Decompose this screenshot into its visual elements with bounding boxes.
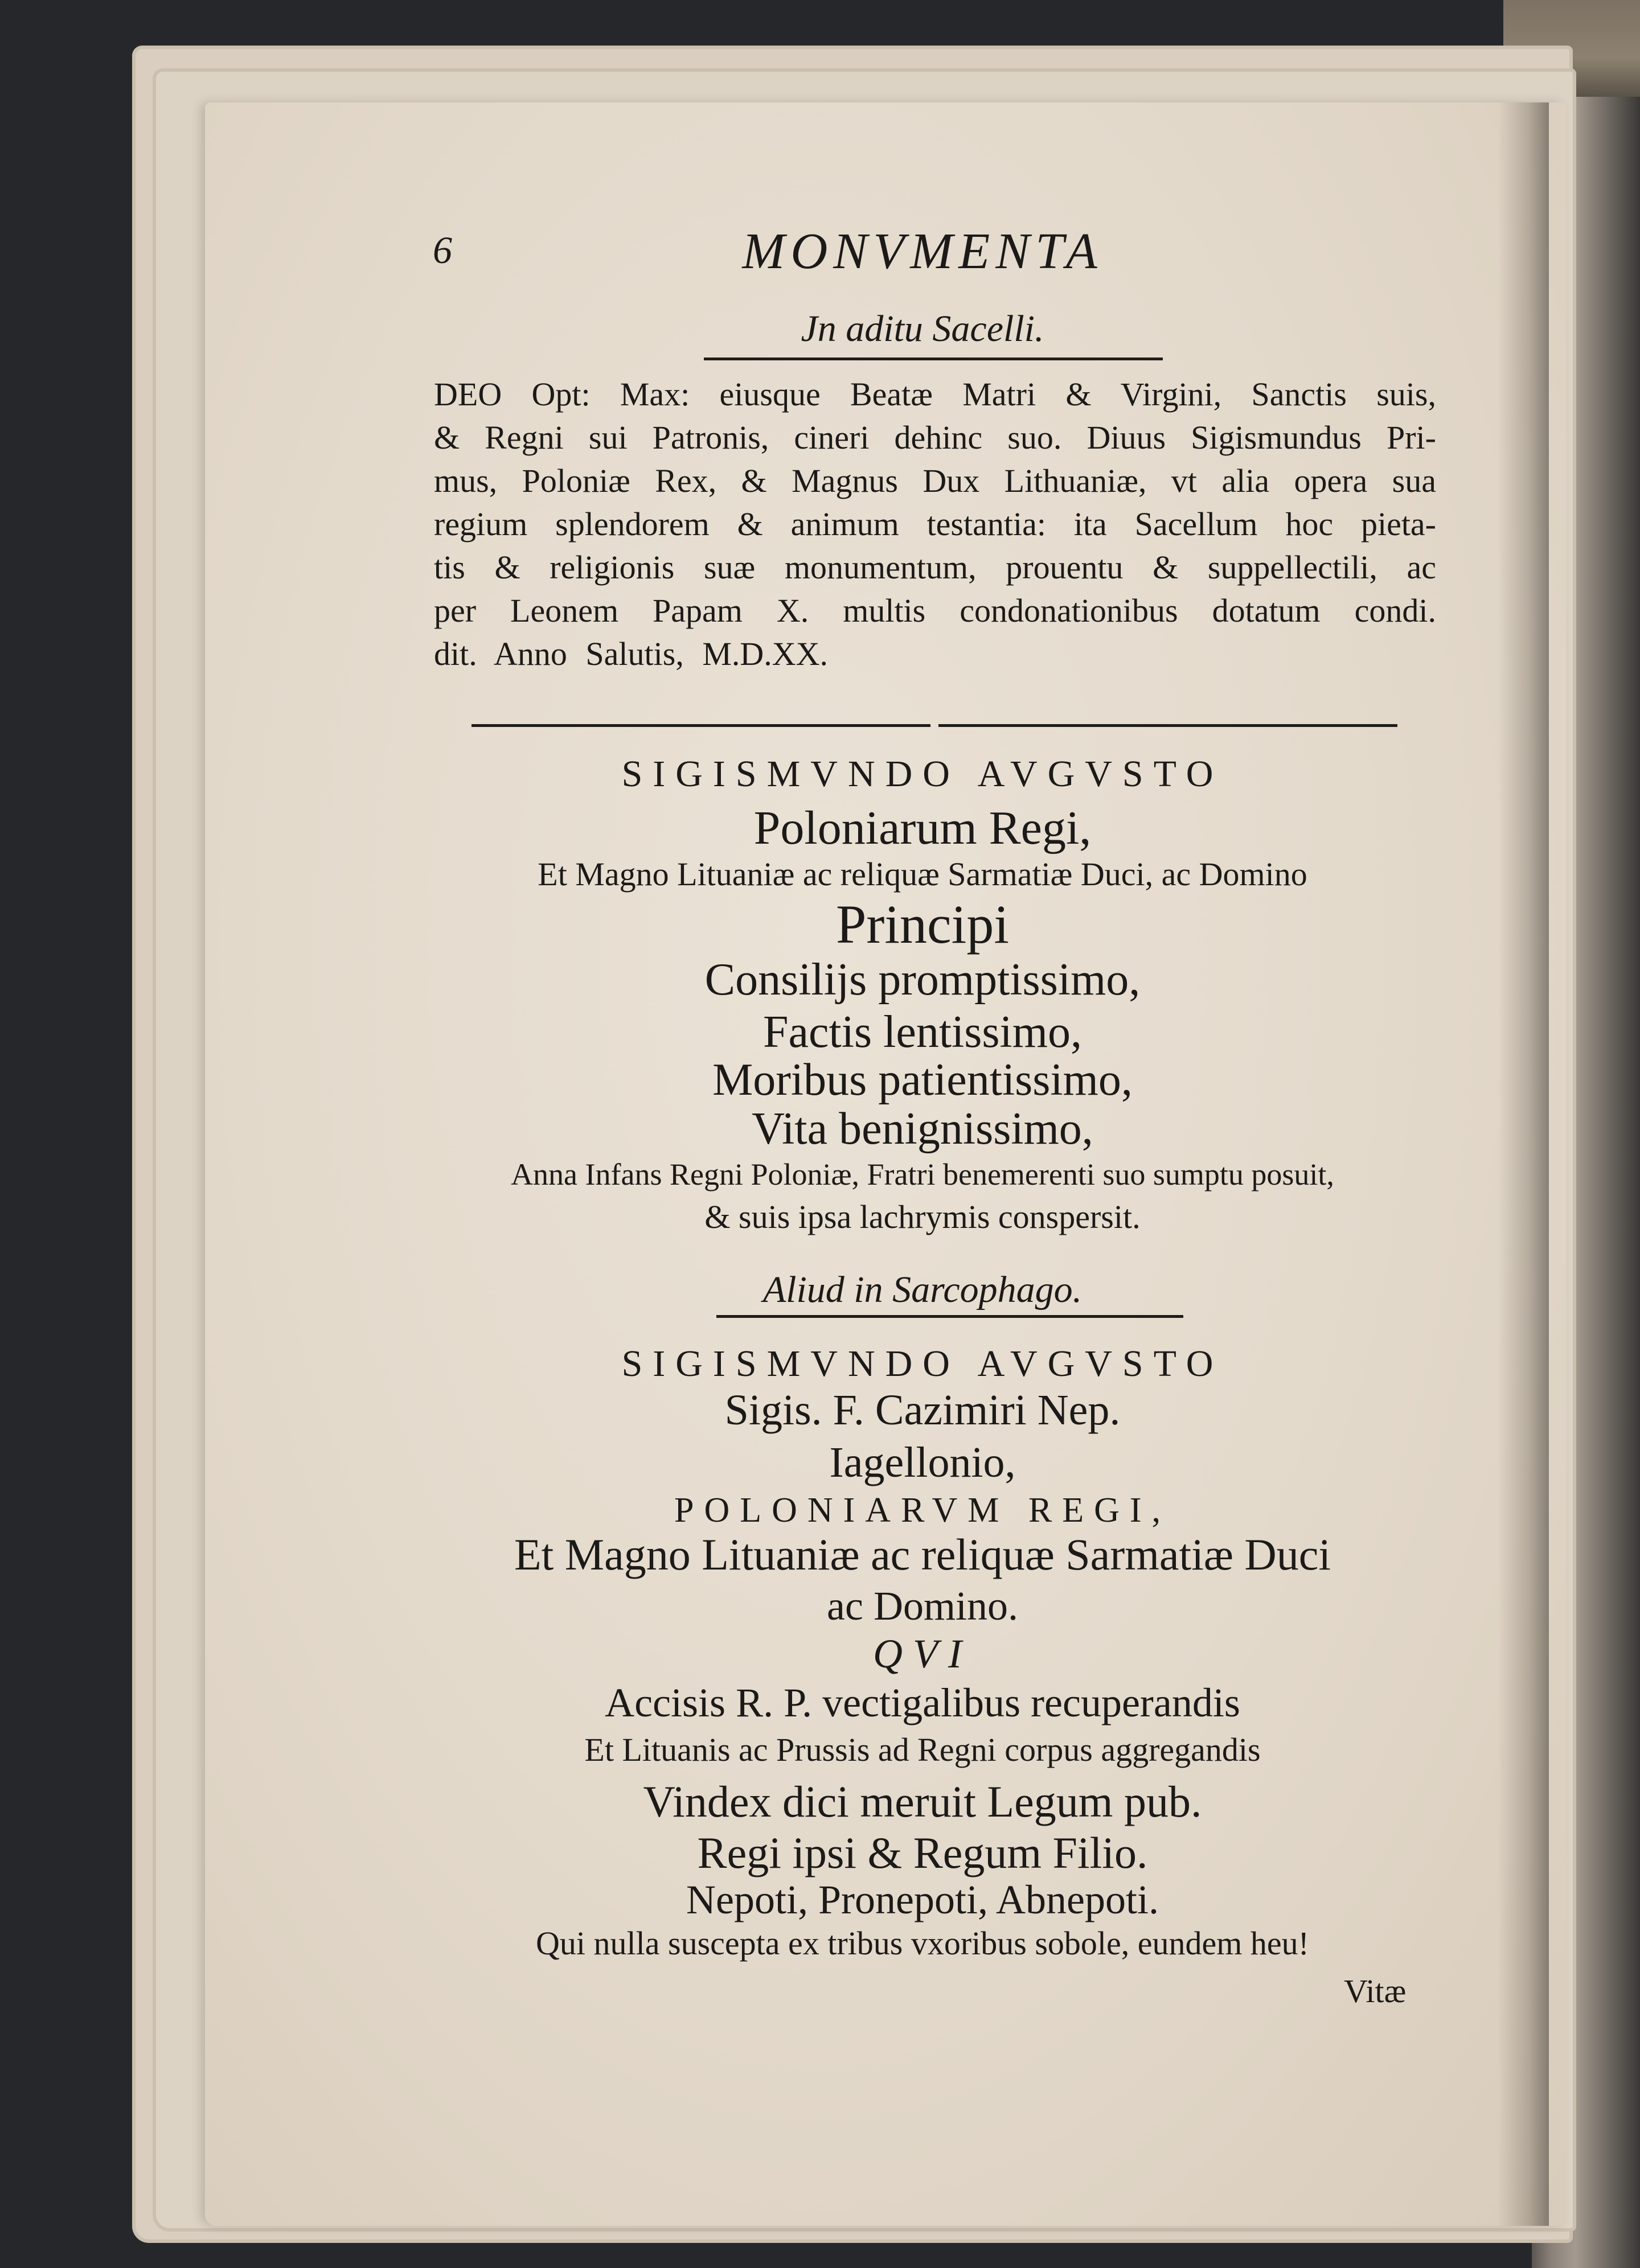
inscription1-line: mus, Poloniæ Rex, & Magnus Dux Lithuaniæ, vt alia opera sua [434,462,1436,499]
inscription2-line: Moribus patientissimo, [712,1055,1133,1105]
inscription1-line: per Leonem Papam X. multis condonationibus dotatum condi. [434,592,1436,629]
catchword: Vitæ [1344,1973,1407,2010]
inscription2-line: Et Magno Lituaniæ ac reliquæ Sarmatiæ Duci, ac Domino [538,856,1307,893]
inscription2-line: Anna Infans Regni Poloniæ, Fratri benemerenti suo sumptu posuit, [511,1157,1334,1191]
inscription2-line: & suis ipsa lachrymis conspersit. [704,1198,1141,1235]
inscription3-line: Vindex dici meruit Legum pub. [643,1777,1202,1826]
inscription2-line: Principi [836,894,1009,955]
inscription1-line: dit. Anno Salutis, M.D.XX. [434,635,829,672]
inscription2-line: SIGISMVNDO AVGVSTO [621,753,1224,795]
inscription2-line: Vita benignissimo, [752,1104,1093,1154]
inscription1-line: regium splendorem & animum testantia: ita Sacellum hoc pieta- [434,506,1436,543]
inscription2-line: Consilijs promptissimo, [704,955,1141,1005]
inscription1-line: & Regni sui Patronis, cineri dehinc suo. Diuus Sigismundus Pri- [434,419,1436,456]
inscription3-line: Qui nulla suscepta ex tribus vxoribus sobole, eundem heu! [536,1925,1309,1962]
inscription3-line: Accisis R. P. vectigalibus recuperandis [605,1680,1240,1725]
inscription3-line: Sigis. F. Cazimiri Nep. [724,1386,1121,1434]
inscription3-line: Nepoti, Pronepoti, Abnepoti. [686,1877,1159,1922]
inscription1-line: tis & religionis suæ monumentum, prouentu & suppellectili, ac [434,549,1436,586]
section-heading: Jn aditu Sacelli. [801,308,1044,350]
inscription3-line: QVI [873,1631,972,1677]
running-head: MONVMENTA [742,223,1103,280]
inscription3-line: POLONIARVM REGI, [674,1491,1171,1530]
inscription2-line: Factis lentissimo, [763,1007,1082,1057]
section-divider-right [938,724,1397,727]
inscription3-line: Regi ipsi & Regum Filio. [697,1828,1148,1877]
inscription3-line: Iagellonio, [829,1439,1016,1486]
heading-rule [704,358,1163,360]
inscription3-line: Et Lituanis ac Prussis ad Regni corpus aggregandis [584,1731,1261,1768]
inscription3-line: SIGISMVNDO AVGVSTO [621,1343,1224,1384]
page-number: 6 [433,228,452,272]
inscription1-line: DEO Opt: Max: eiusque Beatæ Matri & Virgini, Sanctis suis, [434,376,1436,413]
inscription3-rule [716,1315,1183,1318]
inscription3-line: Et Magno Lituaniæ ac reliquæ Sarmatiæ Duci [514,1530,1331,1579]
section-divider-left [472,724,930,727]
inscription2-line: Poloniarum Regi, [753,802,1092,854]
inscription3-line: ac Domino. [827,1583,1018,1629]
inscription3-heading: Aliud in Sarcophago. [762,1269,1083,1310]
